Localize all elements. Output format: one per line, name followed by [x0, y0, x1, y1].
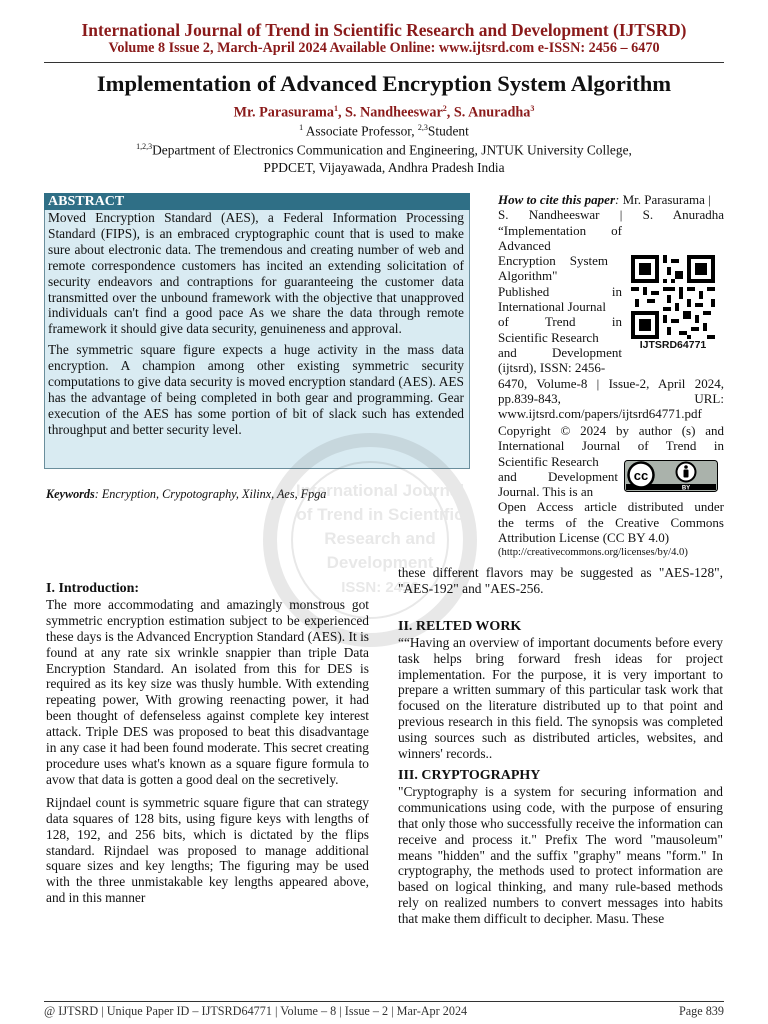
qr-code-icon — [631, 255, 715, 339]
paper-title: Implementation of Advanced Encryption System Algorithm — [96, 71, 672, 96]
header-rule — [44, 62, 724, 63]
page-number: Page 839 — [678, 1004, 724, 1018]
right-column — [398, 565, 723, 933]
cryptography-text: "Cryptography is a system for securing information and communications using code, with the purpose of ensuring that only those who successfully receive the information can receive and process it." Prefix The word "mausoleum" means "hidden" and the suffix "graphy" means "form." In cryptography, the methods used to protect information are based on logical thinking, and many rule-based methods rely on realized numbers to convert messages into habits that make them difficult to decipher. Masu. These — [398, 783, 723, 927]
related-work-text: ““Having an overview of important documents before every task helps bring forward fresh ideas for project implementation. For the purpose, it is very important to prepare a written summary of this particular task work that focused on the literature distributed up to that point and previous research in this field. The synopsis was completed using sources such as distributed articles, websites, and winners' records.. — [398, 634, 723, 762]
affiliation-line2: PPDCET, Vijayawada, Andhra Pradesh India — [263, 160, 505, 175]
keywords-text: : Encryption, Crypotography, Xilinx, Aes, Fpga — [94, 487, 327, 501]
keywords-label: Keywords — [46, 487, 95, 501]
abstract-para-2: The symmetric square figure expects a huge activity in the mass data encryption. A champion among other existing symmetric security computations to give data security is moved encryption standard (AES). AES has the advantage of being completed in both gear and programming. Gear execution of the AES has some portion of bit of slack such has extended throughput and better security level. — [48, 342, 464, 437]
introduction-para-1: The more accommodating and amazingly monstrous got symmetric encryption estimation subject to be experienced these days is the Advanced Encryption Standard (AES). It is found at any rate six wrinkle snappier than triple Data Encryption Standard. An isolated from this for DES is required as its key size was thusly humble. With extending repeating power, With growing reenacting power, it had been thought of defenseless against complete key interest attack. Triple DES was proposed to beat this disadvantage in any case it had been found moderate. This secret creating procedure uses what's known as a square figure formula to avow that data is gotten a good deal on the secretively. — [46, 596, 369, 787]
citation-block: How to cite this paper: Mr. Parasurama | S. Nandheeswar | S. Anuradha “Implementation of Advanced Encryption System Algorithm" Published in International Journal of Trend in Scientific Research and Development (ijtsrd), ISSN: 2456- 6470, Volume-8 | Issue-2, April 2024, pp.839-843, URL: www.ijtsrd.com/papers/ijtsrd64771.pdf — [498, 192, 724, 422]
abstract-para-1: Moved Encryption Standard (AES), a Federal Information Processing Standard (FIPS), is an embraced cryptographic count that is used to make sure about electronic data. The tremendous and creating number of web and remote correspondence customers has incited an extending solicitation of security endeavors and contraptions for guaranteeing the customer data transmitted over the unbound framework with the objective that unapproved individuals can't find a good pace As we share the data through remote framework it should give data security, genuineness and approval. — [48, 210, 464, 337]
author-3-sup: 3 — [530, 104, 535, 113]
journal-subtitle: Volume 8 Issue 2, March-April 2024 Available Online: www.ijtsrd.com e-ISSN: 2456 – 6470 — [108, 40, 660, 56]
author-2: S. Nandheeswar — [345, 104, 443, 121]
copyright-block: Copyright © 2024 by author (s) and International Journal of Trend in Scientific Research and Development Journal. This is an Open Access article distributed under the terms of the Creative Commons Attribution License (CC BY 4.0) (http://creativecommons.org/licenses/by/4.0) — [498, 423, 724, 561]
introduction-para-2: Rijndael count is symmetric square figure that can strategy data squares of 128 bits, using figure keys with lengths of 128, 192, and 256 bits, which is dictated by the flips standard. Rijndael was proposed to manage additional square sizes and key lengths; The figuring may be used with the three unmistakable key lengths appeared above, and in this manner — [46, 794, 369, 906]
watermark-line-4: Development — [326, 553, 434, 572]
citation-label: How to cite this paper — [498, 192, 615, 207]
author-1-sup: 1 — [333, 104, 338, 113]
citation-url[interactable]: www.ijtsrd.com/papers/ijtsrd64771.pdf — [498, 406, 702, 422]
author-roles: $^1$ Associate Professor, $^{2,3}$Student — [299, 123, 469, 139]
cc-text: cc — [633, 468, 649, 483]
aes-flavors-continuation: these different flavors may be suggested as "AES-128", "AES-192" and "AES-256. — [398, 565, 723, 596]
authors: Mr. Parasurama$^1$, S. Nandheeswar$^2$, S. Anuradha$^3$ — [233, 104, 535, 121]
introduction-section — [46, 581, 369, 913]
abstract-body — [48, 210, 464, 443]
qr-code-label: IJTSRD64771 — [639, 339, 707, 351]
by-text: BY — [681, 485, 691, 492]
introduction-heading: I. Introduction: — [46, 581, 140, 596]
watermark-line-1: International Journal — [295, 481, 465, 500]
author-2-sup: 2 — [442, 104, 447, 113]
abstract-heading: ABSTRACT — [44, 193, 470, 210]
watermark-line-3: Research and — [324, 529, 436, 548]
footer-info: @ IJTSRD | Unique Paper ID – IJTSRD64771 | Volume – 8 | Issue – 2 | Mar-Apr 2024 — [44, 1004, 468, 1018]
page-footer — [44, 1004, 724, 1019]
watermark-line-5: ISSN: 2456 — [341, 579, 419, 596]
journal-title: International Journal of Trend in Scientific Research and Development (IJTSRD) — [81, 20, 687, 40]
affiliation-line1: $^{1,2,3}$Department of Electronics Communication and Engineering, JNTUK University College, — [136, 142, 632, 158]
license-url[interactable]: (http://creativecommons.org/licenses/by/4.0) — [498, 547, 688, 559]
cc-by-license-icon — [624, 460, 718, 492]
qr-code — [628, 255, 718, 355]
author-3: S. Anuradha — [453, 104, 531, 121]
footer-rule — [44, 1001, 724, 1002]
keywords — [46, 487, 470, 502]
watermark-line-2: of Trend in Scientific — [296, 505, 464, 524]
cryptography-heading: III. CRYPTOGRAPHY — [398, 767, 541, 783]
related-work-heading: II. RELTED WORK — [398, 618, 522, 634]
author-1: Mr. Parasurama — [233, 104, 334, 121]
